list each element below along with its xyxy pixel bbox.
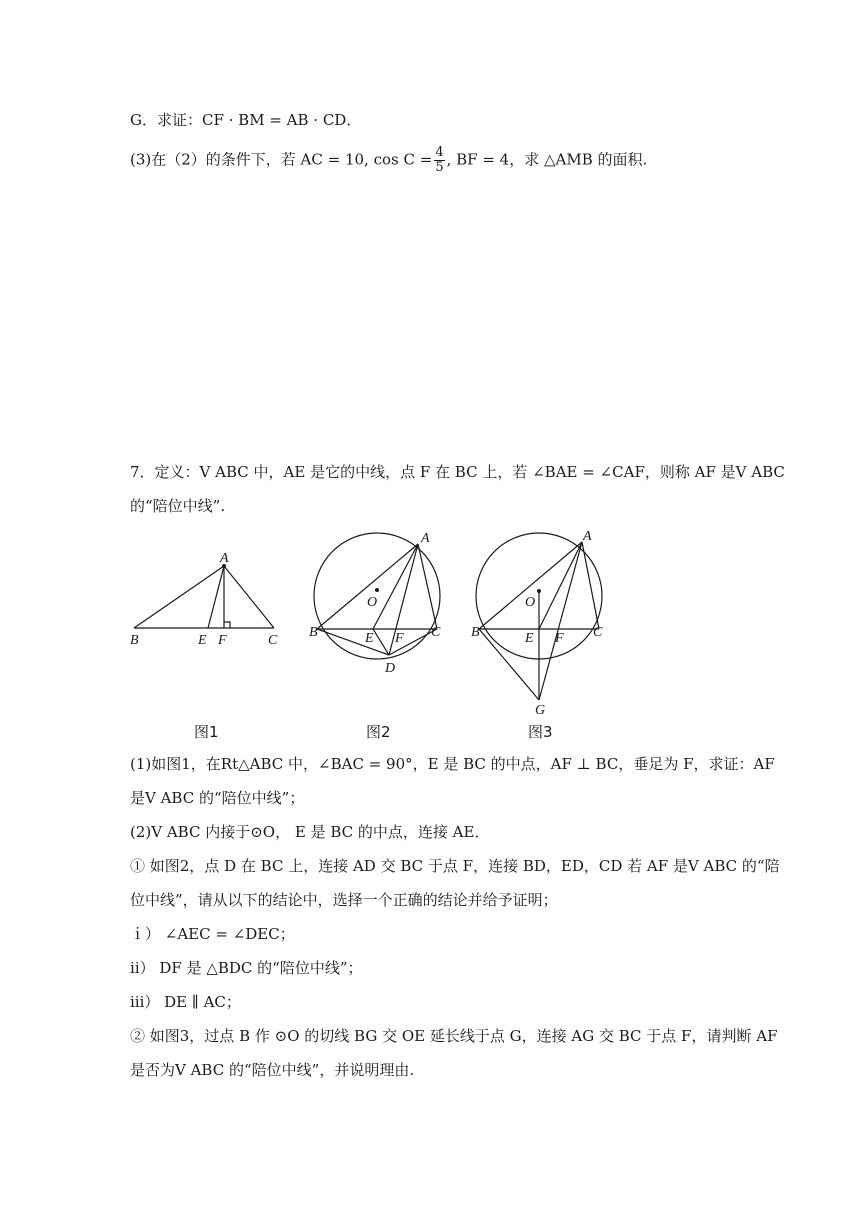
fraction-four-fifths	[434, 146, 444, 175]
fig1-label-f: F	[218, 633, 227, 648]
option-iii: ⅲ） DE ∥ AC；	[130, 993, 241, 1011]
fig1-label-b: B	[130, 633, 139, 648]
fig2-label-a: A	[421, 531, 430, 546]
fig2-label-o: O	[367, 595, 378, 610]
fig3-label-e: E	[525, 631, 534, 646]
figure-2-caption: 图2	[366, 723, 391, 741]
figure-2	[305, 528, 455, 678]
fig3-label-g: G	[535, 703, 546, 718]
fig2-label-f: F	[395, 631, 404, 646]
fig1-label-e: E	[198, 633, 207, 648]
part1-line2: 是V ABC 的“陪位中线”；	[130, 789, 305, 807]
figure-1-caption: 图1	[194, 723, 219, 741]
case2-line1: ② 如图3，过点 B 作 ⊙O 的切线 BG 交 OE 延长线于点 G，连接 AG 交 BC 于点 F，请判断 AF	[130, 1027, 778, 1045]
part2-line: (2)V ABC 内接于⊙O， E 是 BC 的中点，连接 AE．	[130, 823, 490, 841]
fig2-label-e: E	[365, 631, 374, 646]
fig3-label-f: F	[555, 631, 564, 646]
option-ii: ⅱ） DF 是 △BDC 的“陪位中线”；	[130, 959, 363, 977]
fig2-label-b: B	[309, 625, 318, 640]
part3-text-a: (3)在（2）的条件下，若 AC = 10, cos C =	[130, 150, 433, 169]
fig3-label-c: C	[593, 625, 603, 640]
case1-line2: 位中线”，请从以下的结论中，选择一个正确的结论并给予证明；	[130, 891, 558, 909]
option-i: ｉ） ∠AEC = ∠DEC；	[130, 925, 295, 943]
part3-text-b: , BF = 4，求 △AMB 的面积.	[446, 150, 648, 169]
part1-line1: (1)如图1，在Rt△ABC 中，∠BAC = 90°，E 是 BC 的中点，AF ⊥ BC，垂足为 F，求证：AF	[130, 755, 775, 773]
fig3-label-b: B	[471, 625, 480, 640]
fraction-denominator: 5	[435, 160, 444, 175]
figure-3	[467, 528, 617, 718]
figure-3-caption: 图3	[528, 723, 553, 741]
fig1-label-a: A	[220, 551, 229, 566]
fig3-label-a: A	[583, 529, 592, 544]
figure-1	[128, 550, 288, 650]
fig2-label-c: C	[431, 625, 441, 640]
case1-line1: ① 如图2，点 D 在 BC 上，连接 AD 交 BC 于点 F，连接 BD，ED，CD 若 AF 是V ABC 的“陪	[130, 857, 780, 875]
part3-line	[130, 146, 647, 175]
q7-definition-line2: 的“陪位中线”.	[130, 497, 226, 515]
proof-line-g: G．求证：CF · BM = AB · CD．	[130, 111, 362, 129]
case2-line2: 是否为V ABC 的“陪位中线”，并说明理由.	[130, 1061, 415, 1079]
fig3-label-o: O	[525, 595, 536, 610]
fig1-label-c: C	[268, 633, 278, 648]
fraction-numerator: 4	[435, 145, 444, 160]
q7-definition-line1: 7．定义：V ABC 中，AE 是它的中线，点 F 在 BC 上，若 ∠BAE = ∠CAF，则称 AF 是V ABC	[130, 463, 785, 481]
fig2-label-d: D	[385, 661, 396, 676]
